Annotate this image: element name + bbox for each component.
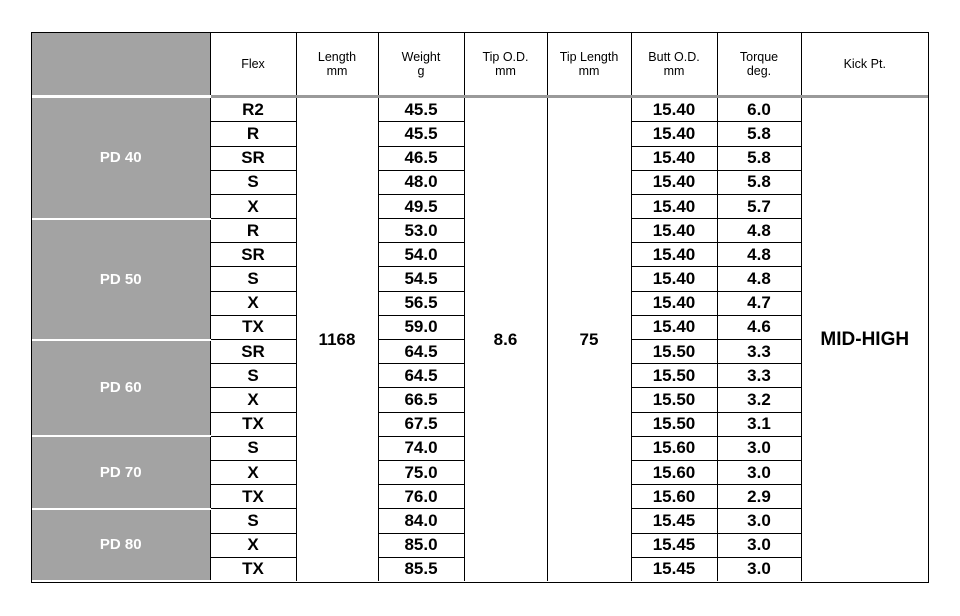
flex-cell: X xyxy=(210,533,296,557)
torque-cell: 3.3 xyxy=(717,364,801,388)
flex-cell: S xyxy=(210,509,296,533)
spec-table-frame xyxy=(31,32,929,583)
butt-od-cell: 15.50 xyxy=(631,364,717,388)
flex-cell: S xyxy=(210,267,296,291)
flex-cell: X xyxy=(210,460,296,484)
butt-od-cell: 15.40 xyxy=(631,243,717,267)
header-butt-od xyxy=(631,33,717,97)
header-tip-length-unit: mm xyxy=(578,64,600,78)
weight-cell: 45.5 xyxy=(378,97,464,122)
flex-cell: S xyxy=(210,170,296,194)
weight-cell: 48.0 xyxy=(378,170,464,194)
torque-cell: 3.2 xyxy=(717,388,801,412)
flex-cell: R xyxy=(210,122,296,146)
header-tip-od xyxy=(464,33,547,97)
tip-length-cell: 75 xyxy=(547,97,631,582)
flex-cell: X xyxy=(210,291,296,315)
weight-cell: 85.0 xyxy=(378,533,464,557)
tip-od-cell: 8.6 xyxy=(464,97,547,582)
weight-cell: 49.5 xyxy=(378,194,464,218)
weight-cell: 56.5 xyxy=(378,291,464,315)
table-row xyxy=(32,97,928,122)
header-tip-length-label: Tip Length xyxy=(559,50,619,64)
header-torque-unit: deg. xyxy=(746,64,772,78)
model-name-cell: PD 40 xyxy=(32,97,210,219)
torque-cell: 4.8 xyxy=(717,243,801,267)
torque-cell: 2.9 xyxy=(717,485,801,509)
flex-cell: S xyxy=(210,436,296,460)
butt-od-cell: 15.40 xyxy=(631,146,717,170)
flex-cell: SR xyxy=(210,340,296,364)
header-tip-length xyxy=(547,33,631,97)
torque-cell: 5.8 xyxy=(717,170,801,194)
torque-cell: 3.0 xyxy=(717,509,801,533)
torque-cell: 4.7 xyxy=(717,291,801,315)
weight-cell: 76.0 xyxy=(378,485,464,509)
model-name-cell: PD 70 xyxy=(32,436,210,509)
weight-cell: 54.0 xyxy=(378,243,464,267)
header-length xyxy=(296,33,378,97)
weight-cell: 54.5 xyxy=(378,267,464,291)
flex-cell: TX xyxy=(210,315,296,339)
butt-od-cell: 15.40 xyxy=(631,122,717,146)
length-cell: 1168 xyxy=(296,97,378,582)
header-row xyxy=(32,33,928,97)
flex-cell: S xyxy=(210,364,296,388)
flex-cell: X xyxy=(210,388,296,412)
butt-od-cell: 15.60 xyxy=(631,460,717,484)
torque-cell: 5.7 xyxy=(717,194,801,218)
header-model xyxy=(32,33,210,97)
weight-cell: 74.0 xyxy=(378,436,464,460)
butt-od-cell: 15.60 xyxy=(631,485,717,509)
header-torque xyxy=(717,33,801,97)
butt-od-cell: 15.40 xyxy=(631,97,717,122)
header-flex: Flex xyxy=(210,33,296,97)
flex-cell: SR xyxy=(210,243,296,267)
torque-cell: 3.0 xyxy=(717,460,801,484)
weight-cell: 85.5 xyxy=(378,557,464,581)
header-kick: Kick Pt. xyxy=(801,33,928,97)
header-length-unit: mm xyxy=(326,64,348,78)
header-butt-od-label: Butt O.D. xyxy=(648,50,700,64)
flex-cell: TX xyxy=(210,485,296,509)
weight-cell: 59.0 xyxy=(378,315,464,339)
flex-cell: R2 xyxy=(210,97,296,122)
kick-point-cell: MID-HIGH xyxy=(801,97,928,582)
torque-cell: 3.0 xyxy=(717,557,801,581)
butt-od-cell: 15.45 xyxy=(631,557,717,581)
torque-cell: 3.1 xyxy=(717,412,801,436)
header-tip-od-unit: mm xyxy=(495,64,516,78)
butt-od-cell: 15.50 xyxy=(631,388,717,412)
butt-od-cell: 15.40 xyxy=(631,219,717,243)
model-name-cell: PD 50 xyxy=(32,219,210,340)
weight-cell: 64.5 xyxy=(378,340,464,364)
torque-cell: 3.3 xyxy=(717,340,801,364)
weight-cell: 53.0 xyxy=(378,219,464,243)
flex-cell: TX xyxy=(210,412,296,436)
torque-cell: 4.6 xyxy=(717,315,801,339)
butt-od-cell: 15.40 xyxy=(631,194,717,218)
flex-cell: TX xyxy=(210,557,296,581)
header-weight xyxy=(378,33,464,97)
header-tip-od-label: Tip O.D. xyxy=(482,50,529,64)
header-torque-label: Torque xyxy=(739,50,779,64)
flex-cell: R xyxy=(210,219,296,243)
header-length-label: Length xyxy=(317,50,357,64)
flex-cell: SR xyxy=(210,146,296,170)
torque-cell: 4.8 xyxy=(717,267,801,291)
butt-od-cell: 15.40 xyxy=(631,170,717,194)
torque-cell: 5.8 xyxy=(717,122,801,146)
torque-cell: 4.8 xyxy=(717,219,801,243)
weight-cell: 45.5 xyxy=(378,122,464,146)
weight-cell: 64.5 xyxy=(378,364,464,388)
butt-od-cell: 15.50 xyxy=(631,340,717,364)
butt-od-cell: 15.60 xyxy=(631,436,717,460)
header-weight-unit: g xyxy=(417,64,425,78)
weight-cell: 75.0 xyxy=(378,460,464,484)
butt-od-cell: 15.40 xyxy=(631,291,717,315)
torque-cell: 3.0 xyxy=(717,436,801,460)
butt-od-cell: 15.45 xyxy=(631,533,717,557)
model-name-cell: PD 80 xyxy=(32,509,210,581)
model-name-cell: PD 60 xyxy=(32,340,210,437)
header-butt-od-unit: mm xyxy=(663,64,685,78)
weight-cell: 84.0 xyxy=(378,509,464,533)
butt-od-cell: 15.45 xyxy=(631,509,717,533)
spec-table-body xyxy=(32,97,928,582)
torque-cell: 3.0 xyxy=(717,533,801,557)
butt-od-cell: 15.40 xyxy=(631,315,717,339)
butt-od-cell: 15.50 xyxy=(631,412,717,436)
header-weight-label: Weight xyxy=(401,50,441,64)
weight-cell: 67.5 xyxy=(378,412,464,436)
torque-cell: 5.8 xyxy=(717,146,801,170)
weight-cell: 46.5 xyxy=(378,146,464,170)
torque-cell: 6.0 xyxy=(717,97,801,122)
flex-cell: X xyxy=(210,194,296,218)
weight-cell: 66.5 xyxy=(378,388,464,412)
butt-od-cell: 15.40 xyxy=(631,267,717,291)
shaft-spec-table xyxy=(32,33,928,582)
